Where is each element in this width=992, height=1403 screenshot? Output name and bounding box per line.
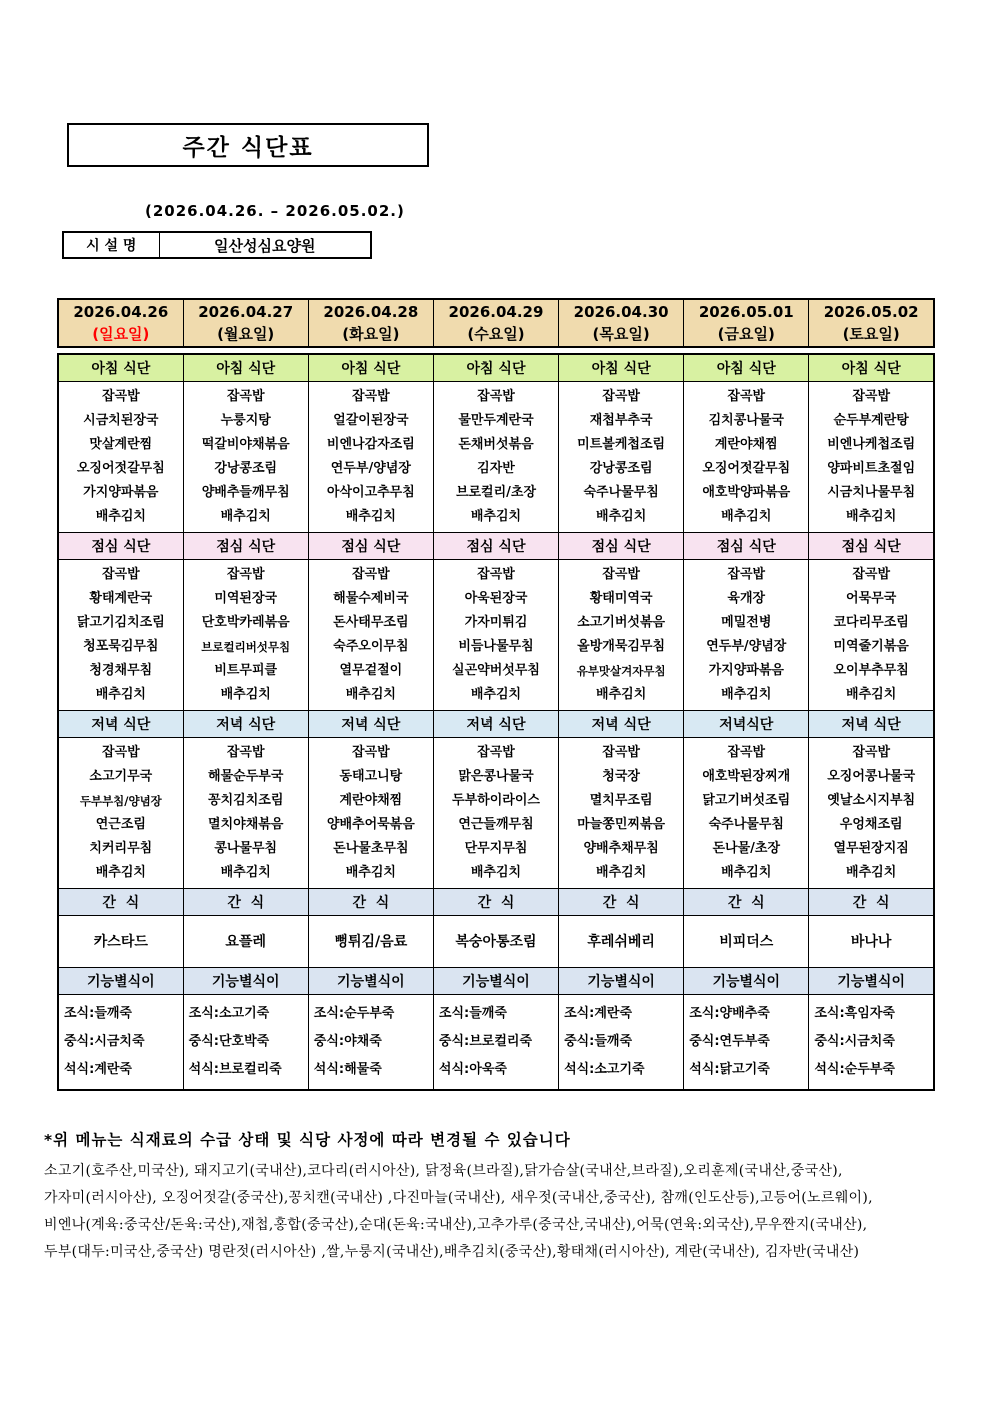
functional-header-cell: 기능별식이 (183, 967, 308, 994)
porridge-cell (308, 994, 433, 1090)
menu-item: 해물순두부국 (208, 768, 284, 784)
menu-item: 비엔나케첩조림 (827, 436, 916, 452)
menu-item: 유부맛살겨자무침 (576, 663, 666, 678)
menu-item: 잡곡밥 (101, 744, 140, 760)
menu-item: 잡곡밥 (602, 566, 640, 582)
breakfast-header-cell: 아침 식단 (183, 354, 308, 381)
menu-item: 잡곡밥 (477, 388, 515, 404)
day-name: (수요일) (467, 325, 525, 343)
menu-item: 배추김치 (721, 508, 772, 524)
dinner-header-cell: 저녁 식단 (308, 710, 433, 737)
menu-item: 비듬나물무침 (458, 638, 534, 654)
menu-item: 잡곡밥 (852, 388, 891, 404)
menu-item: 얼갈이된장국 (333, 412, 409, 428)
menu-item: 멸치무조림 (589, 792, 653, 808)
dinner-header-cell: 저녁 식단 (58, 710, 183, 737)
menu-item: 잡곡밥 (727, 566, 766, 582)
menu-item: 배추김치 (345, 864, 396, 880)
menu-item: 누룽지탕 (220, 412, 271, 428)
menu-item: 열무된장지짐 (833, 840, 909, 856)
menu-item: 배추김치 (470, 864, 522, 880)
lunch-header-cell-row (58, 532, 934, 559)
menu-item: 치커리무침 (89, 840, 153, 856)
lunch-header-cell: 점심 식단 (684, 532, 809, 559)
menu-item: 잡곡밥 (727, 388, 766, 404)
menu-item: 배추김치 (470, 686, 522, 702)
menu-item: 연근들깨무침 (458, 816, 534, 832)
breakfast-menu-cell (684, 381, 809, 532)
menu-item: 잡곡밥 (477, 566, 515, 582)
menu-item: 강낭콩조림 (214, 460, 278, 476)
menu-item: 소고기버섯볶음 (577, 614, 666, 630)
breakfast-menu-cell-row (58, 381, 934, 532)
menu-item: 중식:시금치죽 (814, 1033, 895, 1049)
dinner-header-cell: 저녁 식단 (809, 710, 934, 737)
menu-item: 조식:소고기죽 (188, 1005, 270, 1021)
menu-item: 조식:양배추죽 (689, 1005, 770, 1021)
dinner-header-cell: 저녁 식단 (559, 710, 684, 737)
page-title: 주간 식단표 (182, 134, 314, 161)
menu-item: 석식:해물죽 (313, 1061, 382, 1077)
menu-item: 잡곡밥 (352, 744, 390, 760)
dinner-header-cell: 저녁식단 (684, 710, 809, 737)
menu-item: 조식:들깨죽 (64, 1005, 132, 1021)
date-cell (58, 299, 183, 347)
menu-item: 연근조림 (95, 816, 146, 832)
lunch-header-cell: 점심 식단 (433, 532, 558, 559)
breakfast-header-cell: 아침 식단 (809, 354, 934, 381)
menu-item: 석식:닭고기죽 (689, 1061, 770, 1077)
dinner-header-cell: 저녁 식단 (183, 710, 308, 737)
dinner-menu-cell (433, 737, 558, 888)
menu-item: 중식:단호박죽 (188, 1033, 270, 1049)
menu-item: 배추김치 (345, 686, 396, 702)
menu-item: 애호박양파볶음 (702, 484, 791, 500)
menu-item: 황태미역국 (589, 590, 653, 606)
snack-header-cell: 간 식 (58, 888, 183, 915)
menu-item: 김자반 (477, 460, 515, 476)
breakfast-menu-cell (433, 381, 558, 532)
menu-item: 배추김치 (721, 864, 772, 880)
menu-item: 조식:순두부죽 (313, 1005, 395, 1021)
menu-item: 계란야채찜 (339, 792, 403, 808)
menu-item: 석식:브로컬리죽 (188, 1061, 282, 1077)
menu-item: 시금치나물무침 (827, 484, 916, 500)
menu-item: 비트무피클 (214, 662, 278, 678)
menu-item: 미트볼케첩조림 (577, 436, 666, 452)
menu-item: 양배추채무침 (583, 840, 659, 856)
menu-item: 브로컬리/초장 (455, 484, 537, 500)
dinner-menu-cell-row (58, 737, 934, 888)
snack-cell: 카스타드 (58, 915, 183, 967)
footnote-title: *위 메뉴는 식재료의 수급 상태 및 식당 사정에 따라 변경될 수 있습니다 (44, 1131, 571, 1149)
breakfast-menu-cell (308, 381, 433, 532)
menu-item: 옛날소시지부침 (827, 792, 916, 808)
snack-header-cell: 간 식 (308, 888, 433, 915)
date-text: 2026.05.02 (823, 303, 919, 321)
menu-item: 오징어콩나물국 (827, 768, 916, 784)
menu-item: 단무지무침 (464, 840, 528, 856)
menu-item: 돈나물/초장 (712, 840, 781, 856)
snack-cell: 비피더스 (684, 915, 809, 967)
facility-table (62, 231, 372, 259)
menu-item: 잡곡밥 (852, 566, 891, 582)
dinner-header-cell: 저녁 식단 (433, 710, 558, 737)
menu-item: 콩나물무침 (214, 840, 278, 856)
breakfast-menu-cell (559, 381, 684, 532)
lunch-menu-cell (183, 559, 308, 710)
menu-item: 잡곡밥 (352, 566, 390, 582)
breakfast-menu-cell (809, 381, 934, 532)
dinner-menu-cell (559, 737, 684, 888)
menu-item: 배추김치 (220, 686, 271, 702)
menu-item: 석식:계란죽 (64, 1061, 132, 1077)
date-cell (433, 299, 558, 347)
facility-name: 일산성심요양원 (159, 232, 371, 258)
menu-item: 재첩부추국 (589, 412, 653, 428)
menu-item: 열무겉절이 (339, 662, 403, 678)
menu-item: 중식:연두부죽 (689, 1033, 770, 1049)
page-title-box (67, 123, 429, 167)
menu-item: 계란야채찜 (714, 436, 778, 452)
porridge-cell (809, 994, 934, 1090)
menu-item: 배추김치 (846, 686, 897, 702)
footnote (44, 1128, 954, 1266)
lunch-header-cell: 점심 식단 (809, 532, 934, 559)
menu-item: 단호박카레볶음 (201, 614, 290, 630)
menu-item: 양배추어묵볶음 (326, 816, 415, 832)
functional-header-cell: 기능별식이 (684, 967, 809, 994)
menu-item: 맑은콩나물국 (458, 768, 534, 784)
facility-row (63, 232, 371, 258)
menu-item: 연두부/양념장 (706, 638, 787, 654)
date-text: 2026.04.29 (448, 303, 544, 321)
menu-item: 잡곡밥 (226, 566, 265, 582)
lunch-menu-cell (809, 559, 934, 710)
menu-item: 조식:흑임자죽 (814, 1005, 895, 1021)
porridge-cell (183, 994, 308, 1090)
menu-item: 중식:야채죽 (313, 1033, 382, 1049)
menu-item: 배추김치 (345, 508, 396, 524)
functional-header-cell: 기능별식이 (433, 967, 558, 994)
date-header-row (58, 299, 934, 347)
menu-item: 해물수제비국 (333, 590, 409, 606)
menu-item: 연두부/양념장 (330, 460, 411, 476)
menu-item: 올방개묵김무침 (577, 638, 666, 654)
menu-item: 잡곡밥 (602, 744, 640, 760)
menu-item: 순두부계란탕 (833, 412, 909, 428)
date-text: 2026.04.30 (573, 303, 669, 321)
footnote-line: 비엔나(계육:중국산/돈육:국산),재첩,홍합(중국산),순대(돈육:국내산),고추가루(중국산,국내산),어묵(연육:외국산),무우짠지(국내산), (44, 1217, 868, 1233)
menu-item: 애호박된장찌개 (702, 768, 791, 784)
menu-item: 가지양파볶음 (83, 484, 159, 500)
breakfast-header-cell: 아침 식단 (308, 354, 433, 381)
lunch-header-cell: 점심 식단 (58, 532, 183, 559)
menu-item: 배추김치 (721, 686, 772, 702)
menu-item: 오징어젓갈무침 (702, 460, 791, 476)
day-name: (일요일) (92, 325, 150, 343)
snack-cell: 뻥튀김/음료 (308, 915, 433, 967)
menu-item: 꽁치김치조림 (208, 792, 284, 808)
functional-header-cell: 기능별식이 (559, 967, 684, 994)
menu-item: 육개장 (727, 590, 766, 606)
menu-item: 닭고기버섯조림 (702, 792, 791, 808)
menu-item: 미역줄기볶음 (833, 638, 909, 654)
snack-cell: 바나나 (809, 915, 934, 967)
snack-header-cell: 간 식 (433, 888, 558, 915)
menu-item: 우엉채조림 (839, 816, 903, 832)
footnote-line: 두부(대두:미국산,중국산) 명란젓(러시아산) ,쌀,누룽지(국내산),배추김치(중국산),황태채(러시아산), 계란(국내산), 김자반(국내산) (44, 1244, 860, 1260)
functional-header-cell-row (58, 967, 934, 994)
menu-item: 잡곡밥 (852, 744, 891, 760)
breakfast-header-cell-row (58, 354, 934, 381)
menu-item: 코다리무조림 (833, 614, 909, 630)
lunch-header-cell: 점심 식단 (308, 532, 433, 559)
breakfast-menu-cell (183, 381, 308, 532)
menu-item: 배추김치 (95, 686, 146, 702)
dinner-menu-cell (809, 737, 934, 888)
menu-item: 배추김치 (596, 508, 647, 524)
footnote-line: 가자미(러시아산), 오징어젓갈(중국산),꽁치캔(국내산) ,다진마늘(국내산), 새우젓(국내산,중국산), 참깨(인도산등),고등어(노르웨이), (44, 1190, 873, 1206)
facility-label: 시 설 명 (63, 232, 159, 258)
menu-item: 소고기무국 (89, 768, 153, 784)
menu-item: 잡곡밥 (727, 744, 766, 760)
day-name: (목요일) (592, 325, 650, 343)
breakfast-header-cell: 아침 식단 (559, 354, 684, 381)
menu-item: 메밀전병 (721, 614, 772, 630)
lunch-menu-cell (684, 559, 809, 710)
menu-item: 숙주나물무침 (708, 816, 784, 832)
menu-item: 중식:시금치죽 (64, 1033, 145, 1049)
date-text: 2026.04.27 (198, 303, 294, 321)
porridge-cell-row (58, 994, 934, 1090)
porridge-cell (433, 994, 558, 1090)
menu-item: 석식:소고기죽 (564, 1061, 645, 1077)
snack-header-cell: 간 식 (183, 888, 308, 915)
menu-item: 청경채무침 (89, 662, 153, 678)
menu-item: 석식:아욱죽 (438, 1061, 507, 1077)
dinner-menu-cell (308, 737, 433, 888)
menu-item: 미역된장국 (214, 590, 278, 606)
snack-cell: 복숭아통조림 (433, 915, 558, 967)
menu-item: 양파비트초절임 (827, 460, 916, 476)
menu-item: 배추김치 (95, 864, 146, 880)
lunch-menu-cell (308, 559, 433, 710)
menu-item: 동태고니탕 (339, 768, 403, 784)
menu-item: 배추김치 (846, 864, 897, 880)
date-range: (2026.04.26. – 2026.05.02.) (145, 202, 405, 220)
menu-item: 양배추들깨무침 (201, 484, 290, 500)
date-cell (684, 299, 809, 347)
menu-item: 잡곡밥 (101, 388, 140, 404)
menu-item: 가자미튀김 (464, 614, 528, 630)
porridge-cell (684, 994, 809, 1090)
porridge-cell (559, 994, 684, 1090)
footnote-line: 소고기(호주산,미국산), 돼지고기(국내산),코다리(러시아산), 닭정육(브라질),닭가슴살(국내산,브라질),오리훈제(국내산,중국산), (44, 1163, 843, 1179)
menu-item: 두부부침/양념장 (79, 793, 162, 808)
functional-header-cell: 기능별식이 (58, 967, 183, 994)
menu-item: 잡곡밥 (477, 744, 515, 760)
menu-item: 배추김치 (470, 508, 522, 524)
menu-item: 잡곡밥 (352, 388, 390, 404)
snack-header-cell: 간 식 (559, 888, 684, 915)
lunch-menu-cell-row (58, 559, 934, 710)
functional-header-cell: 기능별식이 (809, 967, 934, 994)
menu-item: 마늘쫑민찌볶음 (577, 816, 666, 832)
breakfast-menu-cell (58, 381, 183, 532)
menu-item: 아욱된장국 (464, 590, 528, 606)
menu-item: 돈나물초무침 (333, 840, 409, 856)
menu-item: 배추김치 (596, 864, 647, 880)
menu-item: 배추김치 (596, 686, 647, 702)
date-cell (559, 299, 684, 347)
menu-item: 중식:브로컬리죽 (438, 1033, 533, 1049)
menu-item: 배추김치 (220, 864, 271, 880)
lunch-header-cell: 점심 식단 (559, 532, 684, 559)
functional-header-cell: 기능별식이 (308, 967, 433, 994)
date-text: 2026.04.26 (73, 303, 169, 321)
menu-item: 김치콩나물국 (708, 412, 784, 428)
date-text: 2026.04.28 (323, 303, 419, 321)
snack-cell-row (58, 915, 934, 967)
menu-item: 황태계란국 (89, 590, 153, 606)
porridge-cell (58, 994, 183, 1090)
menu-item: 숙주나물무침 (583, 484, 659, 500)
menu-table (57, 353, 935, 1091)
menu-item: 멸치야채볶음 (208, 816, 284, 832)
menu-item: 물만두계란국 (458, 412, 534, 428)
snack-header-cell-row (58, 888, 934, 915)
snack-cell: 후레쉬베리 (559, 915, 684, 967)
menu-item: 중식:들깨죽 (564, 1033, 633, 1049)
menu-item: 닭고기김치조림 (76, 614, 165, 630)
menu-item: 청국장 (602, 768, 640, 784)
date-text: 2026.05.01 (698, 303, 794, 321)
menu-item: 비엔나감자조림 (326, 436, 415, 452)
menu-item: 돈사태무조림 (333, 614, 409, 630)
date-header-table (57, 298, 935, 348)
menu-item: 브로컬리버섯무침 (201, 639, 291, 654)
breakfast-header-cell: 아침 식단 (684, 354, 809, 381)
snack-header-cell: 간 식 (809, 888, 934, 915)
date-cell (308, 299, 433, 347)
menu-item: 돈채버섯볶음 (458, 436, 534, 452)
menu-item: 배추김치 (846, 508, 897, 524)
lunch-menu-cell (58, 559, 183, 710)
menu-item: 잡곡밥 (602, 388, 640, 404)
menu-item: 맛살계란찜 (89, 436, 153, 452)
lunch-header-cell: 점심 식단 (183, 532, 308, 559)
menu-item: 두부하이라이스 (452, 792, 540, 808)
menu-item: 배추김치 (220, 508, 271, 524)
snack-header-cell: 간 식 (684, 888, 809, 915)
dinner-header-cell-row (58, 710, 934, 737)
lunch-menu-cell (559, 559, 684, 710)
dinner-menu-cell (183, 737, 308, 888)
snack-cell: 요플레 (183, 915, 308, 967)
menu-item: 조식:들깨죽 (438, 1005, 507, 1021)
menu-item: 실곤약버섯무침 (452, 662, 540, 678)
dinner-menu-cell (58, 737, 183, 888)
date-cell (809, 299, 934, 347)
menu-item: 잡곡밥 (226, 744, 265, 760)
menu-item: 오징어젓갈무침 (76, 460, 165, 476)
menu-item: 오이부추무침 (833, 662, 909, 678)
day-name: (금요일) (717, 325, 775, 343)
breakfast-header-cell: 아침 식단 (433, 354, 558, 381)
dinner-menu-cell (684, 737, 809, 888)
menu-item: 조식:계란죽 (564, 1005, 633, 1021)
menu-item: 떡갈비야채볶음 (201, 436, 290, 452)
day-name: (토요일) (842, 325, 900, 343)
menu-item: 잡곡밥 (226, 388, 265, 404)
menu-item: 잡곡밥 (101, 566, 140, 582)
day-name: (화요일) (342, 325, 400, 343)
menu-item: 어묵무국 (846, 590, 897, 606)
menu-item: 청포묵김무침 (83, 638, 159, 654)
date-cell (183, 299, 308, 347)
day-name: (월요일) (217, 325, 275, 343)
menu-item: 가지양파볶음 (708, 662, 784, 678)
menu-item: 아삭이고추무침 (326, 484, 415, 500)
breakfast-header-cell: 아침 식단 (58, 354, 183, 381)
menu-item: 배추김치 (95, 508, 146, 524)
menu-item: 강낭콩조림 (589, 460, 653, 476)
lunch-menu-cell (433, 559, 558, 710)
menu-item: 숙주오이무침 (333, 638, 409, 654)
menu-item: 석식:순두부죽 (814, 1061, 895, 1077)
menu-item: 시금치된장국 (83, 412, 159, 428)
